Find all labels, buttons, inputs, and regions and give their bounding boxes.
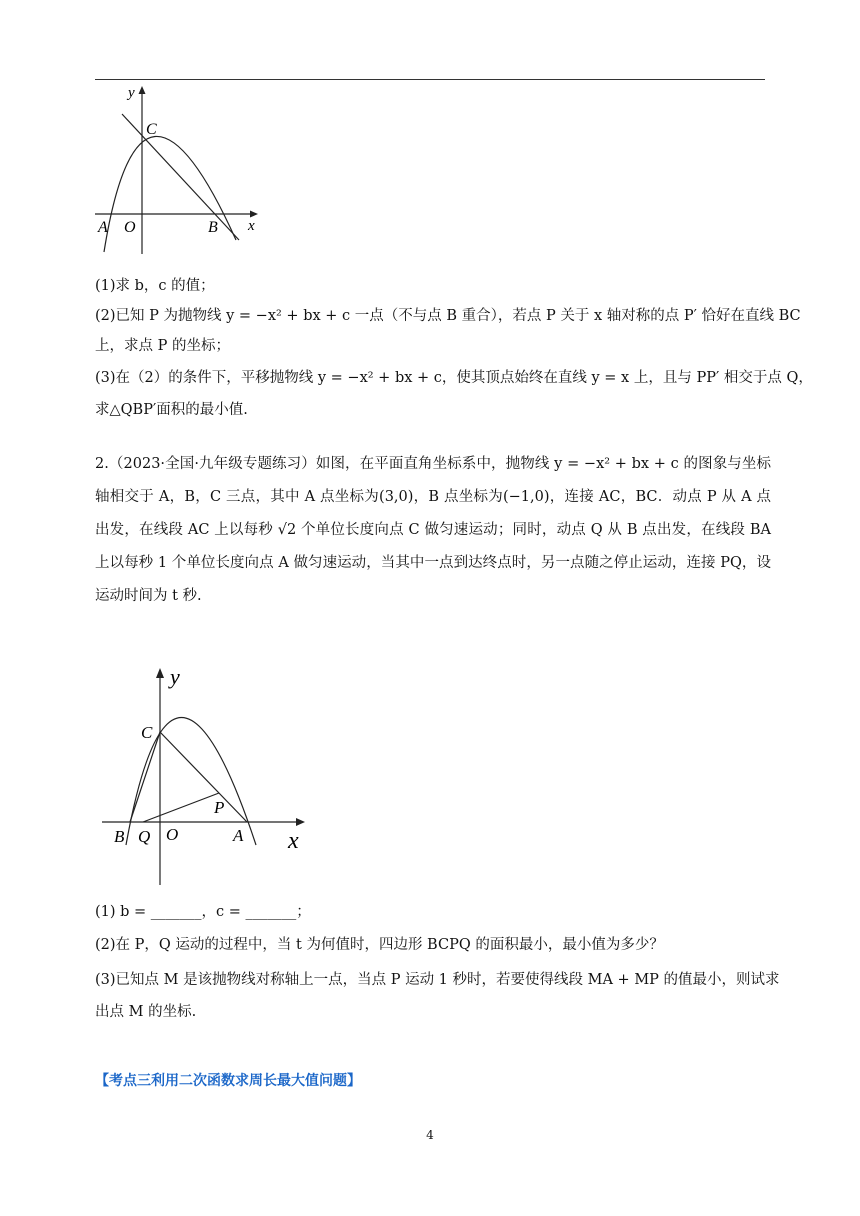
- section-heading: 【考点三利用二次函数求周长最大值问题】: [95, 1073, 361, 1089]
- p1-question-3-line2: 求△QBP′面积的最小值.: [95, 402, 248, 418]
- line-bc: [130, 732, 160, 822]
- label-q: Q: [138, 827, 151, 846]
- p1-question-2-line1: (2)已知 P 为抛物线 y = −x² + bx + c 一点（不与点 B 重合），若点 P 关于 x 轴对称的点 P′ 恰好在直线 BC: [95, 308, 801, 324]
- line-ca: [160, 732, 247, 822]
- x-axis-arrow: [296, 818, 305, 826]
- label-b: B: [208, 219, 218, 236]
- label-o: O: [124, 219, 136, 236]
- label-y: y: [128, 85, 135, 101]
- label-p: P: [214, 798, 225, 817]
- problem1-figure: [90, 82, 270, 257]
- label-x: x: [288, 828, 299, 854]
- p2-question-1: (1) b = _______，c = _______；: [95, 904, 311, 920]
- label-c: C: [146, 121, 157, 138]
- y-axis-arrow: [139, 86, 146, 94]
- label-x: x: [248, 218, 255, 234]
- p2-intro: 2.（2023·全国·九年级专题练习）如图，在平面直角坐标系中，抛物线 y = −x² + bx + c 的图象与坐标轴相交于 A，B，C 三点，其中 A 点坐标为(3,0)，B 点坐标为(−1,0)，连接 AC，BC．动点 P 从 A 点出发，在线段 AC 上以每秒 √2 个单位长度向点 C 做匀速运动；同时，动点 Q 从 B 点出发，在线段 BA 上以每秒 1 个单位长度向点 A 做匀速运动，当其中一点到达终点时，另一点随之停止运动，连接 PQ，设运动时间为 t 秒.: [95, 456, 771, 604]
- label-y: y: [170, 664, 180, 689]
- label-c: C: [141, 723, 153, 742]
- p1-question-1: (1)求 b，c 的值；: [95, 278, 215, 294]
- label-o: O: [166, 825, 179, 844]
- p1-question-2-line2: 上，求点 P 的坐标；: [95, 338, 230, 354]
- label-b: B: [114, 827, 125, 846]
- line-pq: [143, 793, 219, 822]
- header-rule: [95, 79, 765, 80]
- label-a: A: [98, 219, 108, 236]
- p2-question-2: (2)在 P，Q 运动的过程中，当 t 为何值时，四边形 BCPQ 的面积最小，最小值为多少？: [95, 937, 664, 953]
- page-number: 4: [426, 1128, 434, 1142]
- y-axis-arrow: [156, 668, 164, 678]
- p2-question-3-line1: (3)已知点 M 是该抛物线对称轴上一点，当点 P 运动 1 秒时，若要使得线段 MA + MP 的值最小，则试求: [95, 972, 780, 988]
- p2-question-3-line2: 出点 M 的坐标.: [95, 1004, 197, 1020]
- x-axis-arrow: [250, 211, 258, 218]
- problem2-figure: [100, 660, 320, 890]
- label-a: A: [233, 826, 244, 845]
- line-bc: [122, 114, 239, 240]
- p1-question-3-line1: (3)在（2）的条件下，平移抛物线 y = −x² + bx + c，使其顶点始终在直线 y = x 上，且与 PP′ 相交于点 Q，: [95, 370, 813, 386]
